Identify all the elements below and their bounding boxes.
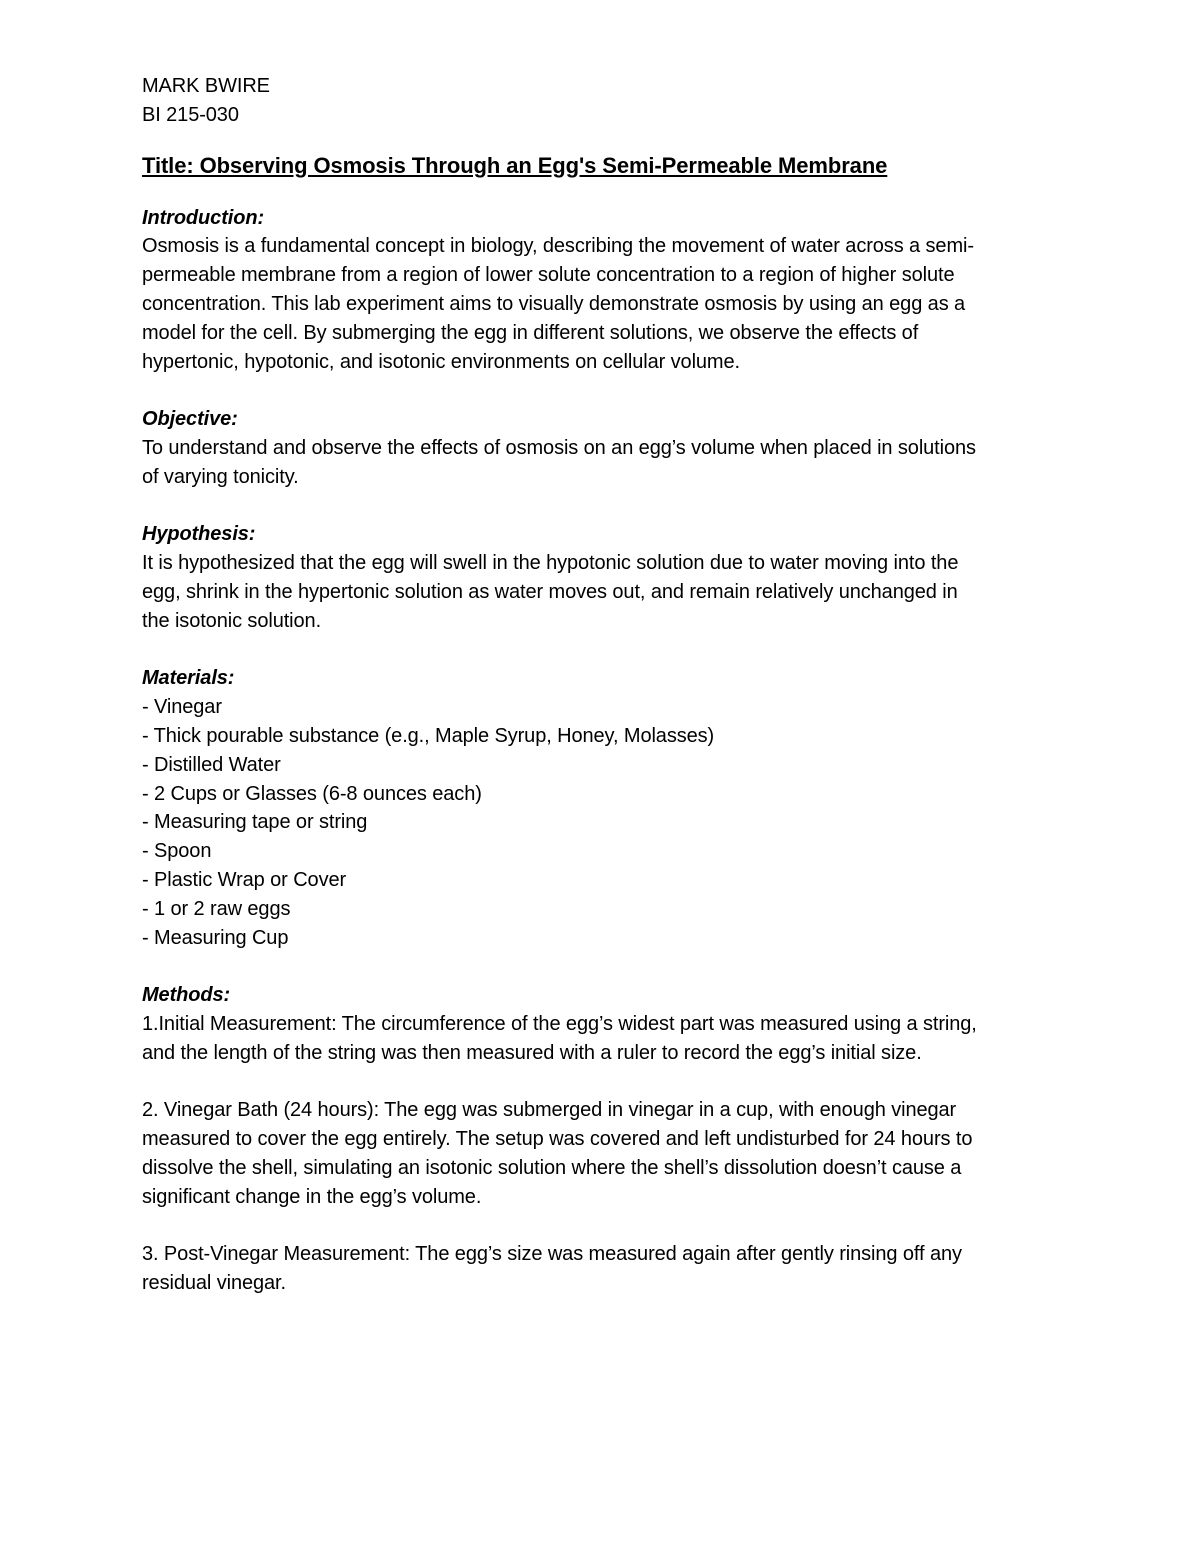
method-step: [142, 1010, 1100, 1068]
section-spacer: [142, 1211, 1100, 1240]
hypothesis-line: It is hypothesized that the egg will swell in the hypotonic solution due to water moving into the: [142, 552, 959, 575]
materials-heading: Materials:: [142, 667, 235, 690]
section-spacer: [142, 1068, 1100, 1097]
section-spacer: [142, 376, 1100, 405]
method-step-line: 3. Post-Vinegar Measurement: The egg’s size was measured again after gently rinsing off any: [142, 1243, 962, 1266]
section-spacer: [142, 636, 1100, 665]
method-step-line: dissolve the shell, simulating an isotonic solution where the shell’s dissolution doesn’t cause a: [142, 1156, 962, 1179]
introduction-section: [142, 204, 1100, 377]
materials-item: - Thick pourable substance (e.g., Maple Syrup, Honey, Molasses): [142, 724, 715, 747]
materials-item: - 1 or 2 raw eggs: [142, 897, 291, 920]
section-spacer: [142, 492, 1100, 521]
materials-section: [142, 664, 1100, 952]
section-spacer: [142, 952, 1100, 981]
introduction-line: Osmosis is a fundamental concept in biology, describing the movement of water across a semi-: [142, 235, 974, 258]
hypothesis-line: egg, shrink in the hypertonic solution as water moves out, and remain relatively unchanged in: [142, 580, 958, 603]
hypothesis-heading: Hypothesis:: [142, 523, 256, 546]
methods-heading: Methods:: [142, 984, 231, 1007]
introduction-line: concentration. This lab experiment aims to visually demonstrate osmosis by using an egg as a: [142, 292, 966, 315]
hypothesis-section: [142, 520, 1100, 635]
method-step-line: residual vinegar.: [142, 1272, 286, 1295]
objective-heading: Objective:: [142, 408, 238, 431]
method-step-line: 2. Vinegar Bath (24 hours): The egg was submerged in vinegar in a cup, with enough vinegar: [142, 1099, 957, 1122]
materials-item: - Plastic Wrap or Cover: [142, 868, 347, 891]
introduction-line: model for the cell. By submerging the egg in different solutions, we observe the effects of: [142, 321, 919, 344]
introduction-line: hypertonic, hypotonic, and isotonic environments on cellular volume.: [142, 350, 740, 373]
introduction-heading: Introduction:: [142, 206, 265, 229]
materials-list: [142, 693, 1100, 952]
materials-item: - Vinegar: [142, 696, 222, 719]
course-code: BI 215-030: [142, 103, 239, 126]
method-step-line: measured to cover the egg entirely. The setup was covered and left undisturbed for 24 hours to: [142, 1128, 973, 1151]
method-step-line: and the length of the string was then measured with a ruler to record the egg’s initial size.: [142, 1041, 922, 1064]
author-name: MARK BWIRE: [142, 75, 270, 97]
document-title: Title: Observing Osmosis Through an Egg's Semi-Permeable Membrane: [142, 152, 888, 178]
materials-item: - Spoon: [142, 840, 212, 863]
introduction-line: permeable membrane from a region of lower solute concentration to a region of higher solute: [142, 264, 955, 287]
method-step: [142, 1240, 1100, 1298]
hypothesis-line: the isotonic solution.: [142, 609, 322, 632]
objective-section: [142, 405, 1100, 491]
objective-line: To understand and observe the effects of osmosis on an egg’s volume when placed in solutions: [142, 436, 976, 459]
materials-item: - Measuring tape or string: [142, 811, 368, 834]
method-step-line: 1.Initial Measurement: The circumference of the egg’s widest part was measured using a string,: [142, 1012, 977, 1035]
method-step: [142, 1096, 1100, 1211]
objective-line: of varying tonicity.: [142, 465, 299, 488]
materials-item: - Distilled Water: [142, 753, 281, 776]
methods-section: [142, 981, 1100, 1298]
materials-item: - 2 Cups or Glasses (6-8 ounces each): [142, 782, 482, 805]
materials-item: - Measuring Cup: [142, 926, 289, 949]
method-step-line: significant change in the egg’s volume.: [142, 1185, 482, 1208]
